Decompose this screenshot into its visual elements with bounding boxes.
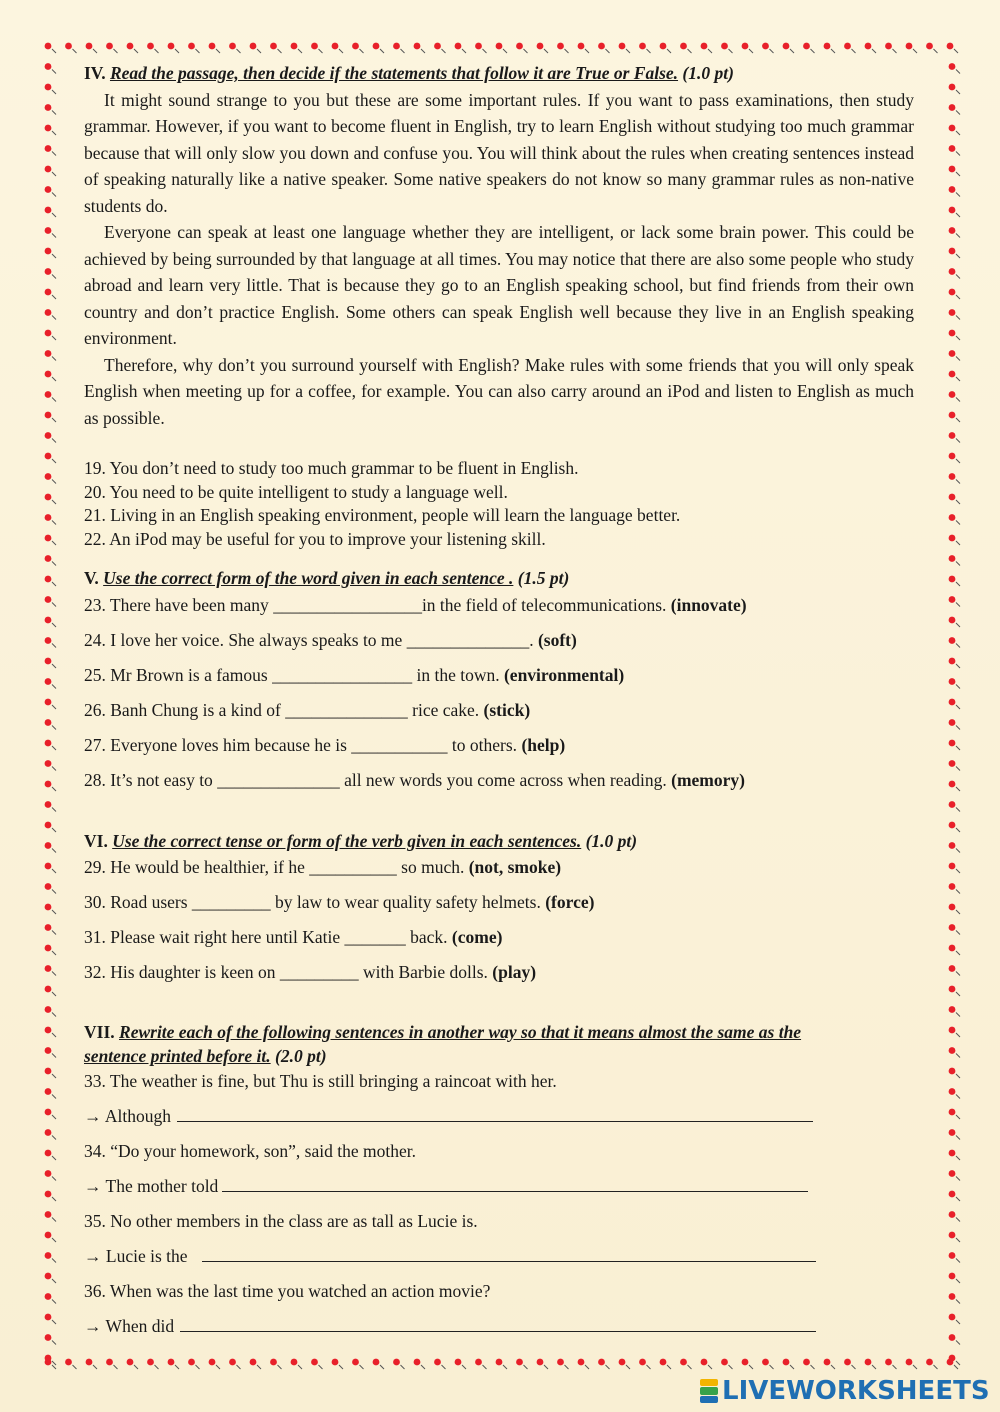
rewrite-prompt-35: → Lucie is the xyxy=(84,1246,188,1266)
verb-hint-30: (force) xyxy=(545,892,595,912)
section-6-instruction: Use the correct tense or form of the verb given in each sentences. xyxy=(112,830,582,851)
answer-blank-28[interactable]: ______________ xyxy=(217,769,340,790)
answer-blank-27[interactable]: ___________ xyxy=(351,734,448,755)
rewrite-input-33[interactable] xyxy=(177,1103,813,1122)
section-7-instruction-line-2: sentence printed before it. xyxy=(84,1046,271,1066)
section-6-heading xyxy=(84,828,914,855)
section-5-heading xyxy=(84,565,914,592)
rewrite-prompt-36: → When did xyxy=(84,1316,175,1336)
question-24: 24. I love her voice. She always speaks to me ______________. (soft) xyxy=(84,629,577,650)
section-7-number: VII. xyxy=(84,1022,115,1042)
rewrite-sentence-34: 34. “Do your homework, son”, said the mother. xyxy=(84,1141,416,1161)
word-hint-25: (environmental) xyxy=(503,664,625,685)
question-27: 27. Everyone loves him because he is ___________ to others. (help) xyxy=(84,734,566,755)
rewrite-input-35[interactable] xyxy=(202,1243,816,1262)
rewrite-sentence-33: 33. The weather is fine, but Thu is still bringing a raincoat with her. xyxy=(84,1071,557,1091)
statement-20: 20. You need to be quite intelligent to study a language well. xyxy=(84,481,508,502)
question-29: 29. He would be healthier, if he __________ so much. (not, smoke) xyxy=(84,857,562,877)
question-23: 23. There have been many _________________in the field of telecommunications. (innovate) xyxy=(84,594,747,615)
answer-blank-29[interactable]: __________ xyxy=(309,857,397,877)
word-hint-26: (stick) xyxy=(483,699,531,720)
section-5-instruction: Use the correct form of the word given in each sentence . xyxy=(103,568,514,588)
statement-19: 19. You don’t need to study too much grammar to be fluent in English. xyxy=(84,458,579,478)
word-hint-23: (innovate) xyxy=(670,594,747,615)
question-32: 32. His daughter is keen on _________ with Barbie dolls. (play) xyxy=(84,962,537,982)
question-31: 31. Please wait right here until Katie _______ back. (come) xyxy=(84,927,503,947)
rewrite-input-34[interactable] xyxy=(222,1173,808,1192)
rewrite-prompt-33: → Although xyxy=(84,1106,172,1126)
section-4-number: IV. xyxy=(84,63,106,83)
word-hint-28: (memory) xyxy=(671,769,745,790)
section-7-instruction-line-1: Rewrite each of the following sentences in another way so that it means almost the same as the xyxy=(119,1022,802,1042)
section-6-points: (1.0 pt) xyxy=(585,830,638,851)
answer-blank-31[interactable]: _______ xyxy=(344,927,406,947)
worksheet-content xyxy=(84,60,914,1348)
answer-blank-26[interactable]: ______________ xyxy=(285,699,408,720)
liveworksheets-logo[interactable] xyxy=(700,1376,990,1406)
answer-blank-32[interactable]: _________ xyxy=(279,962,359,982)
answer-blank-30[interactable]: _________ xyxy=(191,892,271,912)
section-4-heading xyxy=(84,60,914,87)
answer-blank-24[interactable]: ______________ xyxy=(406,629,530,650)
section-6-number: VI. xyxy=(84,830,108,851)
passage-paragraph-1: It might sound strange to you but these are some important rules. If you want to pass examinations, then study grammar. However, if you want to become fluent in English, try to learn English without studying too much grammar because that will only slow you down and confuse you. You will think about the rules when creating sentences instead of speaking naturally like a native speaker. Some native speakers do not know so many grammar rules as non-native students do. xyxy=(84,89,914,216)
section-4-instruction: Read the passage, then decide if the statements that follow it are True or False. xyxy=(109,63,679,83)
logo-text: LIVEWORKSHEETS xyxy=(722,1376,990,1406)
rewrite-input-36[interactable] xyxy=(180,1313,816,1332)
question-30: 30. Road users _________ by law to wear quality safety helmets. (force) xyxy=(84,892,595,912)
answer-blank-25[interactable]: ________________ xyxy=(272,664,413,685)
verb-hint-32: (play) xyxy=(492,962,537,982)
rewrite-answer-33 xyxy=(84,1103,914,1138)
verb-hint-31: (come) xyxy=(451,927,503,947)
rewrite-sentence-36: 36. When was the last time you watched an action movie? xyxy=(84,1281,491,1301)
section-7-heading xyxy=(84,1020,914,1068)
word-hint-24: (soft) xyxy=(537,629,577,650)
section-5-points: (1.5 pt) xyxy=(517,568,570,588)
answer-blank-23[interactable]: _________________ xyxy=(273,594,422,615)
word-hint-27: (help) xyxy=(521,734,566,755)
section-5-number: V. xyxy=(84,568,99,588)
verb-hint-29: (not, smoke) xyxy=(468,857,562,877)
rewrite-sentence-35: 35. No other members in the class are as tall as Lucie is. xyxy=(84,1211,478,1231)
section-4-points: (1.0 pt) xyxy=(682,63,734,83)
question-28: 28. It’s not easy to ______________ all new words you come across when reading. (memory) xyxy=(84,769,745,790)
question-26: 26. Banh Chung is a kind of ______________ rice cake. (stick) xyxy=(84,699,531,720)
rewrite-answer-34 xyxy=(84,1173,914,1208)
statement-21: 21. Living in an English speaking environment, people will learn the language better. xyxy=(84,505,681,525)
rewrite-answer-36 xyxy=(84,1313,914,1348)
statement-22: 22. An iPod may be useful for you to improve your listening skill. xyxy=(84,528,546,549)
question-25: 25. Mr Brown is a famous ________________ in the town. (environmental) xyxy=(84,664,625,685)
rewrite-answer-35 xyxy=(84,1243,914,1278)
passage-paragraph-3: Therefore, why don’t you surround yourself with English? Make rules with some friends that you will only speak English when meeting up for a coffee, for example. You can also carry around an iPod and listen to English as much as possible. xyxy=(84,354,914,428)
section-7-points: (2.0 pt) xyxy=(275,1046,327,1066)
passage-paragraph-2: Everyone can speak at least one language whether they are intelligent, or lack some brain power. This could be achieved by being surrounded by that language at all times. You may notice that there are also some people who study abroad and learn very little. That is because they go to an English speaking school, but find friends from their own country and don’t practice English. Some others can speak English well because they live in an English speaking environment. xyxy=(84,222,914,348)
rewrite-prompt-34: → The mother told xyxy=(84,1176,219,1196)
logo-icon xyxy=(700,1379,718,1403)
